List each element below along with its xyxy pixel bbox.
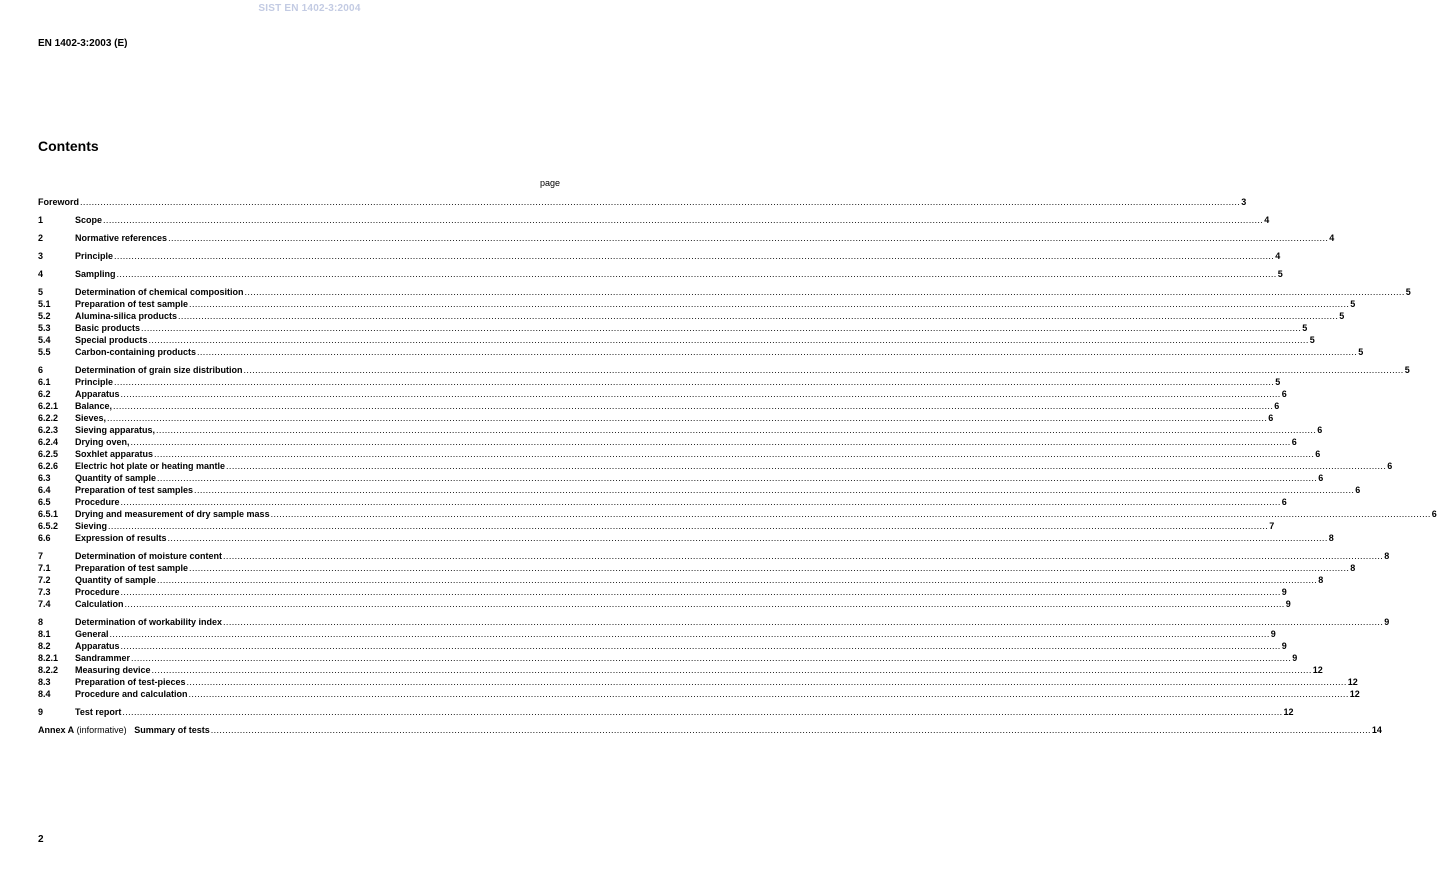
toc-entry-number: 6.2.6 (38, 461, 59, 471)
toc-entry[interactable] (38, 561, 1356, 573)
toc-entry-page: 6 (1268, 413, 1274, 423)
toc-entry-page: 5 (1350, 299, 1356, 309)
toc-entry-page: 12 (1283, 707, 1294, 717)
toc-entry[interactable] (38, 435, 1297, 447)
toc-entry-page: 9 (1281, 641, 1287, 651)
toc-entry[interactable] (38, 459, 1393, 471)
toc-leader-dots: ................................................................................................................................................................................................................................................................................................................................................................................................................ (131, 653, 1292, 663)
toc-entry-title: Drying oven, (75, 437, 130, 447)
toc-leader-dots: ................................................................................................................................................................................................................................................................................................................................................................................................................ (189, 563, 1350, 573)
toc-entry-title: Measuring device (75, 665, 151, 675)
toc-entry-page: 8 (1318, 575, 1324, 585)
toc-entry-number: 5.3 (38, 323, 51, 333)
toc-entry-title: Procedure (75, 587, 120, 597)
toc-leader-dots: ................................................................................................................................................................................................................................................................................................................................................................................................................ (178, 311, 1339, 321)
toc-leader-dots: ................................................................................................................................................................................................................................................................................................................................................................................................................ (120, 497, 1281, 507)
toc-entry-number: 6.5.2 (38, 521, 59, 531)
toc-entry-title: Procedure (75, 497, 120, 507)
toc-leader-dots: ................................................................................................................................................................................................................................................................................................................................................................................................................ (188, 689, 1349, 699)
toc-entry-page: 5 (1309, 335, 1315, 345)
toc-entry-number: 6.2.5 (38, 449, 59, 459)
toc-entry-page: 6 (1291, 437, 1297, 447)
toc-entry-annex[interactable] (38, 723, 1382, 735)
toc-entry-page: 5 (1277, 269, 1283, 279)
toc-entry-page: 6 (1281, 389, 1287, 399)
toc-entry-number: 6.5 (38, 497, 51, 507)
toc-leader-dots: ................................................................................................................................................................................................................................................................................................................................................................................................................ (157, 473, 1318, 483)
toc-entry-title: Procedure and calculation (75, 689, 188, 699)
toc-entry[interactable] (38, 333, 1315, 345)
toc-entry-page: 6 (1431, 509, 1437, 519)
toc-entry-page: 4 (1329, 233, 1335, 243)
toc-entry-page: 4 (1275, 251, 1281, 261)
toc-entry-number: 5.1 (38, 299, 51, 309)
toc-annex-title (38, 725, 210, 735)
toc-entry-title: Soxhlet apparatus (75, 449, 154, 459)
toc-entry-page: 6 (1281, 497, 1287, 507)
toc-entry-page: 6 (1274, 401, 1280, 411)
toc-entry-title: Test report (75, 707, 122, 717)
toc-entry-number: 6.2.2 (38, 413, 59, 423)
toc-entry-page: 5 (1405, 287, 1411, 297)
toc-entry-page: 12 (1349, 689, 1360, 699)
toc-entry-title: Preparation of test samples (75, 485, 194, 495)
annex-label: Annex A (38, 725, 75, 735)
toc-entry-number: 4 (38, 269, 44, 279)
toc-leader-dots: ................................................................................................................................................................................................................................................................................................................................................................................................................ (168, 233, 1329, 243)
toc-entry[interactable] (38, 573, 1324, 585)
toc-entry-number: 3 (38, 251, 44, 261)
toc-leader-dots: ................................................................................................................................................................................................................................................................................................................................................................................................................ (148, 335, 1309, 345)
toc-entry-page: 5 (1302, 323, 1308, 333)
toc-entry-number: 5 (38, 287, 44, 297)
page-number: 2 (38, 834, 44, 845)
toc-entry[interactable] (38, 519, 1275, 531)
toc-entry-number: 6.3 (38, 473, 51, 483)
toc-entry[interactable] (38, 687, 1360, 699)
toc-entry-title: Balance, (75, 401, 113, 411)
toc-entry-number: 6.2.1 (38, 401, 59, 411)
toc-entry-number: 8.4 (38, 689, 51, 699)
toc-leader-dots: ................................................................................................................................................................................................................................................................................................................................................................................................................ (103, 215, 1264, 225)
toc-entry-title: Determination of moisture content (75, 551, 223, 561)
toc-entry-title: Quantity of sample (75, 473, 157, 483)
toc-entry[interactable] (38, 195, 1247, 207)
toc-leader-dots: ................................................................................................................................................................................................................................................................................................................................................................................................................ (223, 551, 1384, 561)
toc-entry-page: 14 (1371, 725, 1382, 735)
toc-entry-page: 8 (1384, 551, 1390, 561)
toc-leader-dots: ................................................................................................................................................................................................................................................................................................................................................................................................................ (113, 401, 1274, 411)
toc-entry-number: 8.2.1 (38, 653, 59, 663)
toc-leader-dots: ................................................................................................................................................................................................................................................................................................................................................................................................................ (197, 347, 1358, 357)
toc-leader-dots: ................................................................................................................................................................................................................................................................................................................................................................................................................ (244, 287, 1405, 297)
toc-leader-dots: ................................................................................................................................................................................................................................................................................................................................................................................................................ (186, 677, 1347, 687)
toc-entry-page: 12 (1312, 665, 1323, 675)
toc-leader-dots: ................................................................................................................................................................................................................................................................................................................................................................................................................ (108, 521, 1269, 531)
toc-entry[interactable] (38, 345, 1364, 357)
toc-entry[interactable] (38, 231, 1335, 243)
toc-entry-page: 8 (1350, 563, 1356, 573)
toc-entry-number: 7.3 (38, 587, 51, 597)
toc-entry-title: General (75, 629, 109, 639)
toc-entry[interactable] (38, 597, 1291, 609)
toc-entry-page: 9 (1292, 653, 1298, 663)
toc-entry-page: 6 (1387, 461, 1393, 471)
toc-entry-title: Apparatus (75, 389, 120, 399)
toc-entry-number: 6.2.3 (38, 425, 59, 435)
toc-entry[interactable] (38, 423, 1323, 435)
toc-entry-title: Preparation of test sample (75, 563, 189, 573)
toc-entry-title: Sandrammer (75, 653, 131, 663)
toc-entry[interactable] (38, 507, 1437, 519)
toc-entry-title: Special products (75, 335, 148, 345)
toc-entry[interactable] (38, 297, 1356, 309)
toc-entry[interactable] (38, 471, 1324, 483)
toc-entry[interactable] (38, 651, 1298, 663)
toc-entry-number: 8.2.2 (38, 665, 59, 675)
toc-entry-page: 9 (1281, 587, 1287, 597)
toc-entry-title: Calculation (75, 599, 124, 609)
toc-entry-title: Normative references (75, 233, 168, 243)
toc-entry-number: 2 (38, 233, 44, 243)
toc-entry-page: 5 (1339, 311, 1345, 321)
toc-entry-page: 8 (1328, 533, 1334, 543)
toc-entry-title: Determination of workability index (75, 617, 223, 627)
toc-entry-number: 8 (38, 617, 44, 627)
toc-entry[interactable] (38, 675, 1358, 687)
toc-entry-number: 6.5.1 (38, 509, 59, 519)
toc-entry-number: 6 (38, 365, 44, 375)
toc-entry[interactable] (38, 321, 1308, 333)
toc-entry-page: 9 (1384, 617, 1390, 627)
toc-entry-page: 6 (1355, 485, 1361, 495)
toc-entry-page: 6 (1318, 473, 1324, 483)
toc-entry[interactable] (38, 363, 1410, 375)
toc-leader-dots: ................................................................................................................................................................................................................................................................................................................................................................................................................ (189, 299, 1350, 309)
annex-heading: Summary of tests (134, 725, 210, 735)
toc-leader-dots: ................................................................................................................................................................................................................................................................................................................................................................................................................ (156, 425, 1317, 435)
toc-leader-dots: ................................................................................................................................................................................................................................................................................................................................................................................................................ (80, 197, 1241, 207)
toc-leader-dots: ................................................................................................................................................................................................................................................................................................................................................................................................................ (210, 725, 1371, 735)
toc-entry-page: 7 (1269, 521, 1275, 531)
toc-entry-number: 6.6 (38, 533, 51, 543)
toc-entry-number: 6.2 (38, 389, 51, 399)
toc-entry-number: 1 (38, 215, 44, 225)
toc-leader-dots: ................................................................................................................................................................................................................................................................................................................................................................................................................ (124, 599, 1285, 609)
toc-leader-dots: ................................................................................................................................................................................................................................................................................................................................................................................................................ (243, 365, 1404, 375)
toc-entry[interactable] (38, 399, 1280, 411)
toc-entry-title: Sieves, (75, 413, 107, 423)
toc-entry-page: 6 (1315, 449, 1321, 459)
toc-leader-dots: ................................................................................................................................................................................................................................................................................................................................................................................................................ (157, 575, 1318, 585)
watermark: SIST EN 1402-3:2004 (258, 3, 361, 14)
toc-entry-title: Determination of grain size distribution (75, 365, 243, 375)
toc-entry-number: 9 (38, 707, 44, 717)
toc-entry-number: 8.3 (38, 677, 51, 687)
table-of-contents (38, 195, 1437, 735)
toc-entry-page: 12 (1347, 677, 1358, 687)
toc-entry-number: 8.1 (38, 629, 51, 639)
toc-leader-dots: ................................................................................................................................................................................................................................................................................................................................................................................................................ (120, 587, 1281, 597)
toc-leader-dots: ................................................................................................................................................................................................................................................................................................................................................................................................................ (114, 377, 1275, 387)
toc-entry-title: Preparation of test-pieces (75, 677, 186, 687)
toc-entry-title: Drying and measurement of dry sample mass (75, 509, 270, 519)
document-id: EN 1402-3:2003 (E) (38, 38, 128, 49)
toc-leader-dots: ................................................................................................................................................................................................................................................................................................................................................................................................................ (194, 485, 1355, 495)
toc-entry-number: 7.4 (38, 599, 51, 609)
toc-leader-dots: ................................................................................................................................................................................................................................................................................................................................................................................................................ (120, 641, 1281, 651)
toc-entry-title: Sieving (75, 521, 108, 531)
toc-entry-title: Preparation of test sample (75, 299, 189, 309)
toc-entry[interactable] (38, 483, 1361, 495)
toc-entry-title: Principle (75, 251, 114, 261)
toc-entry-number: 7.2 (38, 575, 51, 585)
toc-entry[interactable] (38, 447, 1321, 459)
toc-entry-number: 5.2 (38, 311, 51, 321)
toc-leader-dots: ................................................................................................................................................................................................................................................................................................................................................................................................................ (167, 533, 1328, 543)
toc-entry-page: 6 (1317, 425, 1323, 435)
toc-entry[interactable] (38, 285, 1411, 297)
toc-entry-number: 7.1 (38, 563, 51, 573)
toc-leader-dots: ................................................................................................................................................................................................................................................................................................................................................................................................................ (107, 413, 1268, 423)
toc-entry-number: 6.1 (38, 377, 51, 387)
toc-leader-dots: ................................................................................................................................................................................................................................................................................................................................................................................................................ (151, 665, 1312, 675)
toc-leader-dots: ................................................................................................................................................................................................................................................................................................................................................................................................................ (114, 251, 1275, 261)
toc-leader-dots: ................................................................................................................................................................................................................................................................................................................................................................................................................ (270, 509, 1431, 519)
toc-entry-page: 5 (1404, 365, 1410, 375)
toc-entry-title: Quantity of sample (75, 575, 157, 585)
toc-entry-page: 9 (1285, 599, 1291, 609)
toc-leader-dots: ................................................................................................................................................................................................................................................................................................................................................................................................................ (122, 707, 1283, 717)
toc-entry-title: Scope (75, 215, 103, 225)
toc-entry[interactable] (38, 585, 1287, 597)
toc-leader-dots: ................................................................................................................................................................................................................................................................................................................................................................................................................ (154, 449, 1315, 459)
toc-entry-title: Sampling (75, 269, 116, 279)
toc-entry-number: 6.2.4 (38, 437, 59, 447)
toc-entry-title: Foreword (38, 197, 80, 207)
toc-entry[interactable] (38, 705, 1294, 717)
toc-entry[interactable] (38, 387, 1287, 399)
toc-leader-dots: ................................................................................................................................................................................................................................................................................................................................................................................................................ (226, 461, 1387, 471)
toc-entry-title: Sieving apparatus, (75, 425, 156, 435)
toc-entry[interactable] (38, 615, 1390, 627)
toc-entry[interactable] (38, 411, 1274, 423)
page-column-label: page (540, 178, 561, 188)
toc-entry-title: Electric hot plate or heating mantle (75, 461, 226, 471)
toc-leader-dots: ................................................................................................................................................................................................................................................................................................................................................................................................................ (109, 629, 1270, 639)
toc-leader-dots: ................................................................................................................................................................................................................................................................................................................................................................................................................ (116, 269, 1277, 279)
toc-entry-page: 3 (1241, 197, 1247, 207)
toc-leader-dots: ................................................................................................................................................................................................................................................................................................................................................................................................................ (130, 437, 1291, 447)
annex-note: (informative) (74, 725, 135, 735)
toc-entry[interactable] (38, 375, 1281, 387)
toc-entry-title: Apparatus (75, 641, 120, 651)
toc-entry[interactable] (38, 639, 1287, 651)
toc-entry-title: Determination of chemical composition (75, 287, 244, 297)
toc-entry-title: Expression of results (75, 533, 167, 543)
toc-leader-dots: ................................................................................................................................................................................................................................................................................................................................................................................................................ (141, 323, 1302, 333)
toc-entry-number: 7 (38, 551, 44, 561)
toc-entry-page: 5 (1275, 377, 1281, 387)
toc-entry-number: 5.5 (38, 347, 51, 357)
toc-entry-title: Carbon-containing products (75, 347, 196, 357)
toc-entry[interactable] (38, 495, 1287, 507)
toc-leader-dots: ................................................................................................................................................................................................................................................................................................................................................................................................................ (120, 389, 1281, 399)
toc-entry[interactable] (38, 663, 1323, 675)
toc-entry-page: 9 (1270, 629, 1276, 639)
toc-entry-number: 5.4 (38, 335, 51, 345)
toc-entry[interactable] (38, 531, 1334, 543)
toc-leader-dots: ................................................................................................................................................................................................................................................................................................................................................................................................................ (223, 617, 1384, 627)
toc-entry[interactable] (38, 213, 1270, 225)
toc-entry[interactable] (38, 627, 1276, 639)
toc-entry-title: Alumina-silica products (75, 311, 178, 321)
toc-entry[interactable] (38, 549, 1390, 561)
toc-entry-title: Principle (75, 377, 114, 387)
toc-entry[interactable] (38, 267, 1283, 279)
toc-entry[interactable] (38, 309, 1345, 321)
toc-entry-page: 4 (1264, 215, 1270, 225)
toc-entry-title: Basic products (75, 323, 141, 333)
contents-title: Contents (38, 138, 99, 154)
toc-entry-number: 8.2 (38, 641, 51, 651)
toc-entry-page: 5 (1358, 347, 1364, 357)
toc-entry-number: 6.4 (38, 485, 51, 495)
toc-entry[interactable] (38, 249, 1281, 261)
